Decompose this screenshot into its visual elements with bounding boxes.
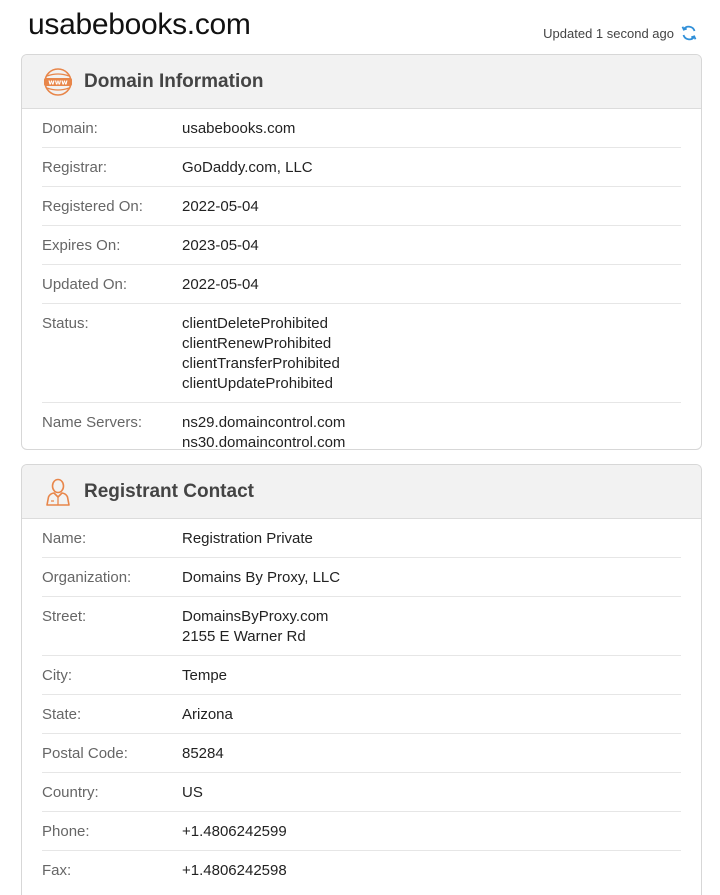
row-value: [182, 413, 345, 450]
row-value: [182, 666, 227, 686]
registrant-contact-rows: [22, 519, 701, 889]
value-line: 2022-05-04: [182, 276, 259, 293]
row-phone: [42, 812, 681, 851]
value-line: GoDaddy.com, LLC: [182, 159, 313, 176]
page-header: [0, 0, 720, 54]
row-label: Organization:: [42, 569, 132, 586]
updated-status: [543, 24, 698, 42]
row-registrar: [42, 148, 681, 187]
value-line: clientUpdateProhibited: [182, 375, 333, 392]
value-line: Tempe: [182, 667, 228, 684]
row-state: [42, 695, 681, 734]
value-line: usabebooks.com: [182, 120, 296, 137]
row-label: Postal Code:: [42, 745, 128, 762]
value-line: ns30.domaincontrol.com: [182, 434, 346, 450]
row-value: [182, 275, 259, 295]
row-value: [182, 197, 259, 217]
refresh-icon[interactable]: [680, 24, 698, 42]
www-globe-icon: [42, 66, 74, 98]
value-line: clientTransferProhibited: [182, 355, 340, 372]
svg-text:www: www: [48, 78, 68, 86]
row-postal-code: [42, 734, 681, 773]
row-label: Phone:: [42, 823, 90, 840]
row-domain: [42, 109, 681, 148]
row-value: [182, 783, 203, 803]
row-label: Registrar:: [42, 159, 108, 176]
row-value: [182, 861, 287, 881]
value-line: DomainsByProxy.com: [182, 608, 329, 625]
value-line: 2023-05-04: [182, 237, 259, 254]
row-status: [42, 304, 681, 403]
row-value: [182, 158, 313, 178]
site-title: usabebooks.com: [28, 8, 251, 41]
value-line: 85284: [182, 745, 224, 762]
value-line: +1.4806242598: [182, 862, 287, 879]
row-label: Name Servers:: [42, 414, 143, 431]
row-label: Fax:: [42, 862, 72, 879]
row-country: [42, 773, 681, 812]
row-street: [42, 597, 681, 656]
row-updated-on: [42, 265, 681, 304]
domain-information-header: [22, 55, 701, 109]
row-fax: [42, 851, 681, 889]
value-line: Domains By Proxy, LLC: [182, 569, 341, 586]
value-line: Arizona: [182, 706, 233, 723]
row-expires-on: [42, 226, 681, 265]
registrant-contact-card: [21, 464, 702, 895]
row-value: [182, 607, 328, 647]
row-value: [182, 314, 340, 394]
value-line: Registration Private: [182, 530, 313, 547]
row-label: Expires On:: [42, 237, 121, 254]
row-registered-on: [42, 187, 681, 226]
row-label: Name:: [42, 530, 87, 547]
row-value: [182, 744, 224, 764]
domain-information-title: Domain Information: [84, 70, 264, 92]
row-value: [182, 236, 259, 256]
row-label: State:: [42, 706, 82, 723]
row-label: City:: [42, 667, 72, 684]
row-name-servers: [42, 403, 681, 450]
registrant-contact-header: [22, 465, 701, 519]
row-value: [182, 119, 295, 139]
domain-information-card: [21, 54, 702, 450]
value-line: 2022-05-04: [182, 198, 259, 215]
value-line: clientDeleteProhibited: [182, 315, 328, 332]
row-label: Registered On:: [42, 198, 143, 215]
value-line: US: [182, 784, 203, 801]
row-label: Status:: [42, 315, 89, 332]
row-organization: [42, 558, 681, 597]
value-line: ns29.domaincontrol.com: [182, 414, 346, 431]
row-value: [182, 568, 340, 588]
registrant-contact-title: Registrant Contact: [84, 480, 254, 502]
row-label: Domain:: [42, 120, 98, 137]
person-icon: [42, 476, 74, 508]
row-label: Street:: [42, 608, 87, 625]
row-value: [182, 822, 287, 842]
value-line: +1.4806242599: [182, 823, 287, 840]
row-name: [42, 519, 681, 558]
row-value: [182, 705, 233, 725]
value-line: clientRenewProhibited: [182, 335, 332, 352]
row-label: Country:: [42, 784, 99, 801]
domain-information-rows: [22, 109, 701, 450]
row-value: [182, 529, 313, 549]
updated-text: Updated 1 second ago: [543, 25, 674, 41]
row-city: [42, 656, 681, 695]
row-label: Updated On:: [42, 276, 128, 293]
value-line: 2155 E Warner Rd: [182, 628, 306, 645]
